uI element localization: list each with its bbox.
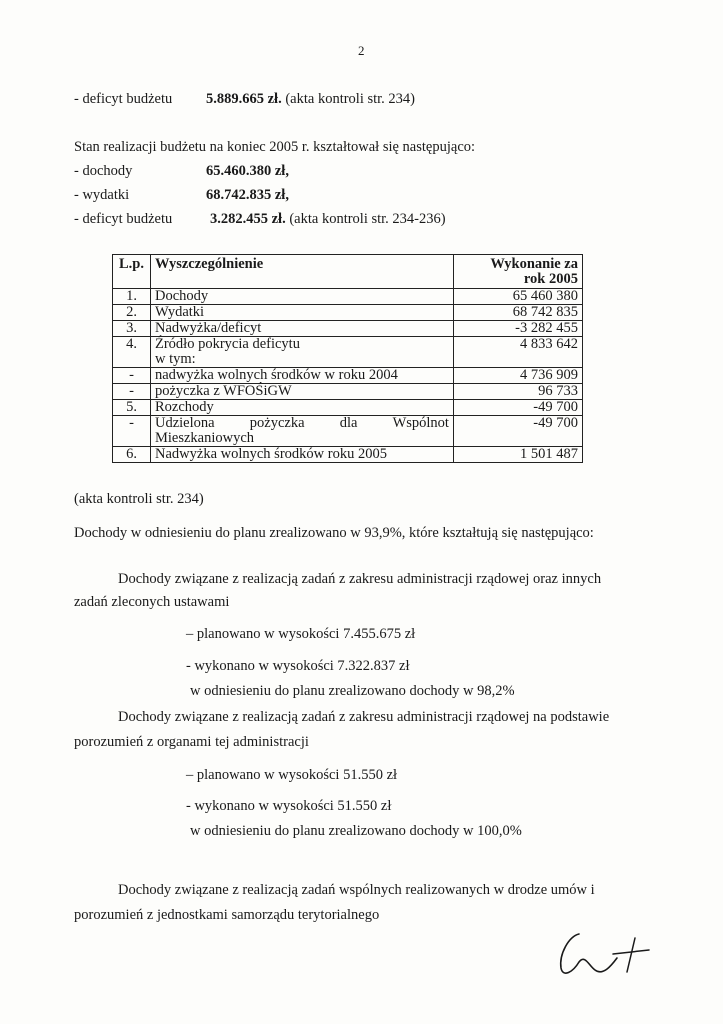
row-description	[151, 337, 454, 368]
deficit-2005-label: - deficyt budżetu	[74, 211, 173, 227]
row-lp: 3.	[113, 321, 151, 337]
table-reference: (akta kontroli str. 234)	[74, 491, 204, 507]
section1-planned: – planowano w wysokości 7.455.675 zł	[186, 626, 416, 642]
header-value-line1: Wykonanie za	[490, 256, 578, 272]
word: Wspólnot	[392, 415, 449, 431]
row-lp: 4.	[113, 337, 151, 368]
header-value	[454, 255, 583, 289]
section1-title-line1: Dochody związane z realizacją zadań z zakresu administracji rządowej oraz innych	[118, 571, 602, 587]
row-value: -49 700	[454, 416, 583, 447]
table-row	[113, 337, 583, 368]
signature-icon	[555, 928, 665, 988]
row-description: Dochody	[151, 289, 454, 305]
row-description: pożyczka z WFOŚiGW	[151, 384, 454, 400]
section3-title-line2: porozumień z jednostkami samorządu terytorialnego	[74, 907, 380, 923]
header-value-line2: rok 2005	[523, 271, 578, 287]
row-value: 4 736 909	[454, 368, 583, 384]
row-description	[151, 416, 454, 447]
row-value: 65 460 380	[454, 289, 583, 305]
row-lp: 1.	[113, 289, 151, 305]
row-lp: 6.	[113, 447, 151, 463]
row-value: -49 700	[454, 400, 583, 416]
word: dla	[339, 415, 358, 431]
table-row	[113, 400, 583, 416]
page-number: 2	[358, 43, 365, 58]
row-lp: -	[113, 368, 151, 384]
table-row	[113, 305, 583, 321]
row-lp: 5.	[113, 400, 151, 416]
income-value: 65.460.380 zł,	[206, 163, 289, 179]
row-description: Nadwyżka wolnych środków roku 2005	[151, 447, 454, 463]
row-description-line1: Źródło pokrycia deficytu	[155, 336, 300, 352]
row-value: 96 733	[454, 384, 583, 400]
deficit-2005-value: 3.282.455 zł.	[210, 211, 286, 227]
deficit-2005-reference: (akta kontroli str. 234-236)	[289, 211, 446, 227]
budget-execution-table	[112, 254, 583, 463]
deficit-reference: (akta kontroli str. 234)	[285, 91, 416, 107]
status-intro: Stan realizacji budżetu na koniec 2005 r. kształtował się następująco:	[74, 139, 476, 155]
table-row	[113, 289, 583, 305]
word: pożyczka	[249, 415, 305, 431]
section2-title-line2: porozumień z organami tej administracji	[74, 734, 309, 750]
row-value: 4 833 642	[454, 337, 583, 368]
row-value: 68 742 835	[454, 305, 583, 321]
expenses-label: - wydatki	[74, 187, 130, 203]
section2-title-line1: Dochody związane z realizacją zadań z zakresu administracji rządowej na podstawie	[118, 709, 610, 725]
table-row	[113, 368, 583, 384]
section1-ratio: w odniesieniu do planu zrealizowano dochody w 98,2%	[190, 683, 515, 699]
section1-title-line2: zadań zleconych ustawami	[74, 594, 230, 610]
table-row	[113, 384, 583, 400]
table-row	[113, 447, 583, 463]
row-description-line1	[155, 416, 449, 431]
table-row	[113, 321, 583, 337]
deficit-2005-value-line	[210, 212, 446, 227]
header-lp: L.p.	[113, 255, 151, 289]
row-description: Wydatki	[151, 305, 454, 321]
row-description: Nadwyżka/deficyt	[151, 321, 454, 337]
section3-title-line1: Dochody związane z realizacją zadań wspólnych realizowanych w drodze umów i	[118, 882, 595, 898]
section2-ratio: w odniesieniu do planu zrealizowano dochody w 100,0%	[190, 823, 522, 839]
row-description-line2: Mieszkaniowych	[155, 430, 255, 446]
row-description-line2: w tym:	[155, 351, 196, 367]
row-description: nadwyżka wolnych środków w roku 2004	[151, 368, 454, 384]
income-label: - dochody	[74, 163, 133, 179]
deficit-value: 5.889.665 zł.	[206, 91, 282, 107]
row-lp: -	[113, 416, 151, 447]
income-summary: Dochody w odniesieniu do planu zrealizowano w 93,9%, które kształtują się następująco:	[74, 525, 594, 541]
row-description: Rozchody	[151, 400, 454, 416]
section2-planned: – planowano w wysokości 51.550 zł	[186, 767, 398, 783]
section2-executed: - wykonano w wysokości 51.550 zł	[186, 798, 392, 814]
row-value: -3 282 455	[454, 321, 583, 337]
deficit-value-line	[206, 92, 415, 107]
word: Udzielona	[155, 415, 215, 431]
expenses-value: 68.742.835 zł,	[206, 187, 289, 203]
table-header-row	[113, 255, 583, 289]
table-row	[113, 416, 583, 447]
section1-executed: - wykonano w wysokości 7.322.837 zł	[186, 658, 410, 674]
row-lp: -	[113, 384, 151, 400]
deficit-label: - deficyt budżetu	[74, 91, 173, 107]
header-description: Wyszczególnienie	[151, 255, 454, 289]
row-value: 1 501 487	[454, 447, 583, 463]
row-lp: 2.	[113, 305, 151, 321]
